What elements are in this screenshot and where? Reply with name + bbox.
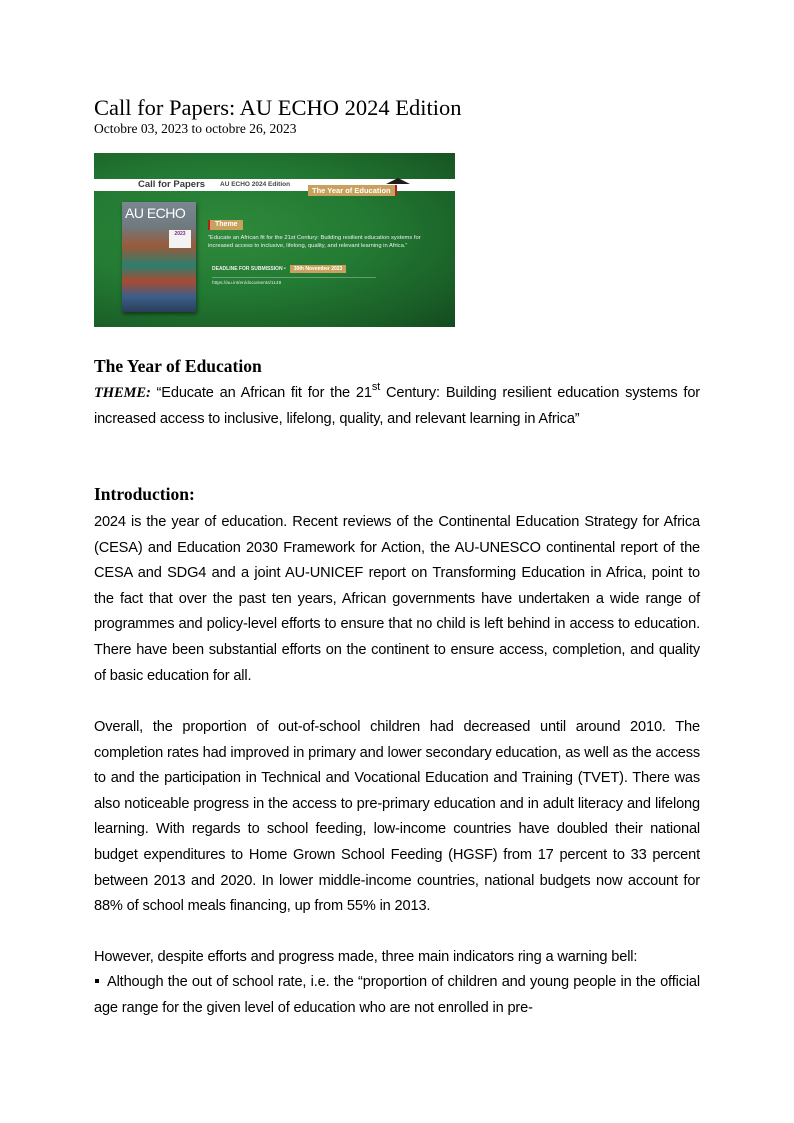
banner-deadline [212,265,346,273]
theme-paragraph [94,381,700,432]
theme-label: THEME: [94,385,151,401]
bullet-text: Although the out of school rate, i.e. the “proportion of children and young people in the official age range for the given level of education who are not enrolled in pre- [94,974,700,1016]
banner-call-for-papers: Call for Papers [138,179,206,190]
graduation-cap-icon [386,178,410,184]
magazine-title: AU ECHO [125,205,186,221]
call-for-papers-banner [94,153,455,327]
intro-paragraph-1: 2024 is the year of education. Recent reviews of the Continental Education Strategy for Africa (CESA) and Education 2030 Framework for Action, the AU-UNESCO continental report of the CESA and SDG4 and a joint AU-UNICEF report on Transforming Education in Africa, point to the fact that over the past ten years, African governments have undertaken a wide range of programmes and policy-level efforts to ensure that no child is left behind in access to education. There have been substantial efforts on the continent to ensure access, completion, and quality of basic education for all. [94,514,700,684]
theme-text-part-1: “Educate an African fit for the 21 [150,385,372,401]
date-range: Octobre 03, 2023 to octobre 26, 2023 [94,121,297,136]
banner-year-badge: The Year of Education [308,185,397,196]
banner-edition: AU ECHO 2024 Edition [220,181,291,188]
banner-url: https://au.int/en/documents/1148 [212,281,282,286]
banner-theme-quote: “Educate an African fit for the 21st Century: Building resilient education systems for increased access to inclusive, lifelong, quality, and relevant learning in Africa.” [208,235,421,250]
deadline-label: DEADLINE FOR SUBMISSION • [212,266,286,272]
intro-paragraph-2: Overall, the proportion of out-of-school children had decreased until around 2010. The completion rates had improved in primary and lower secondary education, as well as the access to and the participation in Technical and Vocational Education and Training (TVET). There was also noticeable progress in the access to pre-primary education and in adult literacy and lifelong learning. With regards to school feeding, low-income countries have doubled their national budget expenditures to Home Grown School Feeding (HGSF) from 17 percent to 33 percent between 2013 and 2020. In lower middle-income countries, national budgets now account for 88% of school meals financing, up from 55% in 2013. [94,719,700,915]
intro-paragraph-3: However, despite efforts and progress made, three main indicators ring a warning bell: [94,949,638,965]
banner-divider [212,277,376,278]
intro-bullet-1 [94,970,700,1021]
section-heading-introduction: Introduction: [94,484,195,504]
section-heading-year-of-education: The Year of Education [94,356,262,376]
banner-theme-tag: Theme [208,220,243,230]
deadline-date: 30th November 2023 [290,265,347,273]
theme-superscript: st [371,381,381,393]
page-title: Call for Papers: AU ECHO 2024 Edition [94,95,462,120]
bullet-icon [95,979,99,983]
magazine-cover-image [122,202,196,312]
magazine-badge: 2023 [169,230,191,248]
theme-text-part-2: Century: Building resilient education systems for increased access to inclusive, lifelong, quality, and relevant learning in Africa” [94,385,700,427]
